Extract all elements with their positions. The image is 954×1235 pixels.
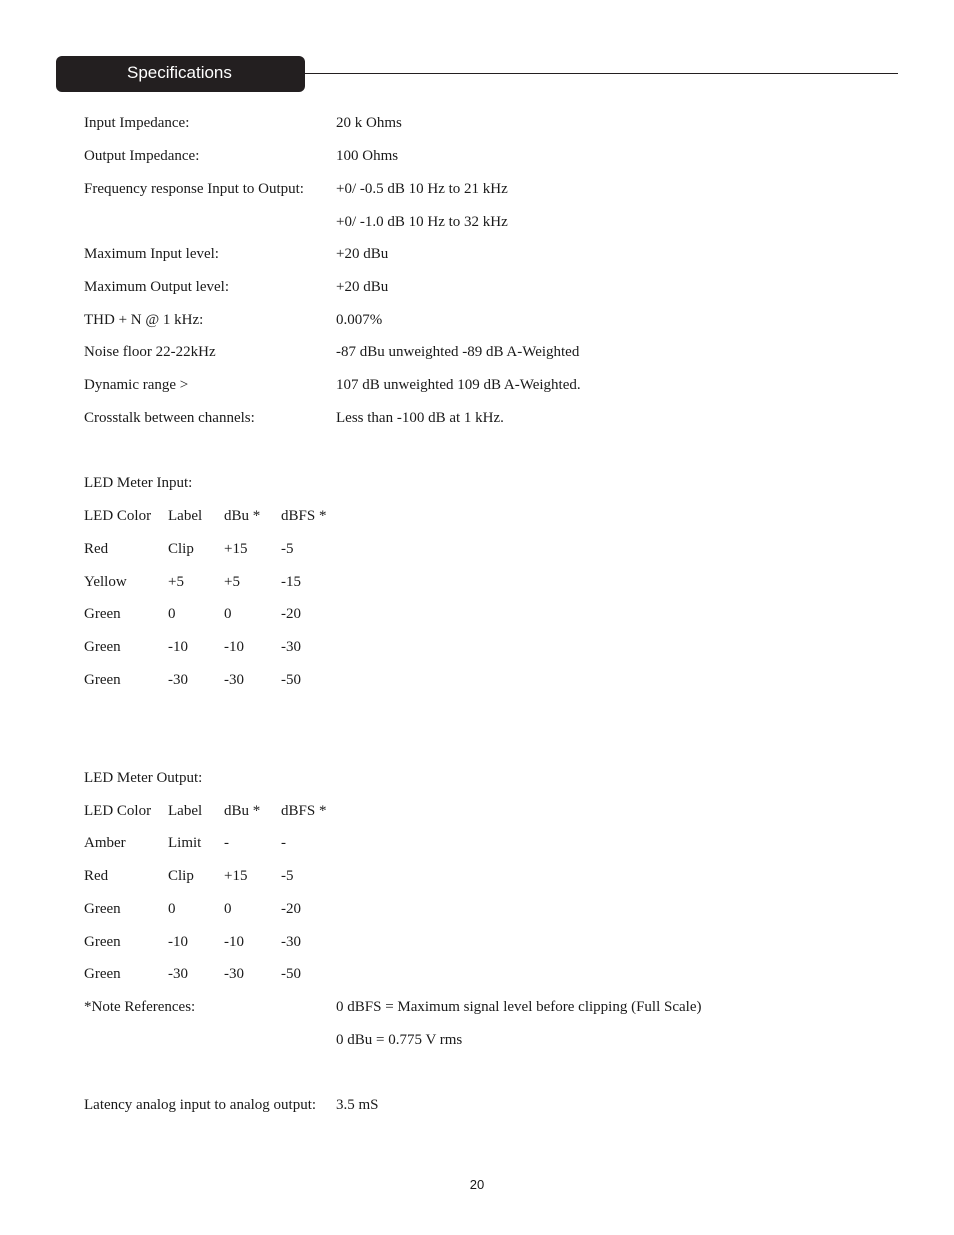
table-cell: +15 — [224, 541, 248, 557]
section-title: Specifications — [127, 63, 232, 82]
column-header: dBu * — [224, 508, 261, 524]
table-cell: - — [281, 835, 286, 851]
spec-label: Noise floor 22-22kHz — [84, 344, 216, 360]
column-header: dBu * — [224, 803, 261, 819]
table-cell: Red — [84, 868, 109, 884]
table-cell: -30 — [224, 966, 244, 982]
column-header: Label — [168, 508, 203, 524]
table-cell: -10 — [168, 639, 188, 655]
section-header-tab — [56, 56, 305, 92]
table-cell: -5 — [281, 541, 294, 557]
table-cell: Green — [84, 639, 121, 655]
spec-value: +0/ -1.0 dB 10 Hz to 32 kHz — [336, 214, 508, 230]
table-cell: -10 — [224, 934, 244, 950]
spec-label: THD + N @ 1 kHz: — [84, 312, 204, 328]
table-cell: Clip — [168, 541, 194, 557]
table-cell: Amber — [84, 835, 126, 851]
table-cell: Red — [84, 541, 109, 557]
table-cell: Green — [84, 672, 121, 688]
table-cell: +15 — [224, 868, 248, 884]
table-cell: -50 — [281, 966, 301, 982]
spec-value: 107 dB unweighted 109 dB A-Weighted. — [336, 377, 581, 393]
table-cell: 0 — [224, 606, 232, 622]
table-cell: Green — [84, 934, 121, 950]
table-cell: +5 — [224, 574, 240, 590]
spec-value: 100 Ohms — [336, 148, 399, 164]
table-cell: 0 — [224, 901, 232, 917]
table-cell: -50 — [281, 672, 301, 688]
latency-label: Latency analog input to analog output: — [84, 1097, 317, 1113]
table-cell: -5 — [281, 868, 294, 884]
spec-value: 20 k Ohms — [336, 115, 402, 131]
column-header: LED Color — [84, 803, 152, 819]
column-header: LED Color — [84, 508, 152, 524]
table-cell: Green — [84, 966, 121, 982]
spec-value: -87 dBu unweighted -89 dB A-Weighted — [336, 344, 580, 360]
table-cell: Green — [84, 606, 121, 622]
spec-label: Dynamic range > — [84, 377, 189, 393]
note-line: 0 dBu = 0.775 V rms — [336, 1032, 463, 1048]
latency-value: 3.5 mS — [336, 1097, 379, 1113]
led-output-title-text: LED Meter Output: — [84, 770, 203, 786]
table-cell: -30 — [281, 934, 301, 950]
table-cell: -15 — [281, 574, 301, 590]
table-cell: -30 — [281, 639, 301, 655]
table-cell: -10 — [168, 934, 188, 950]
table-cell: Limit — [168, 835, 202, 851]
column-header: dBFS * — [281, 508, 327, 524]
table-cell: -20 — [281, 606, 301, 622]
spec-label: Crosstalk between channels: — [84, 410, 255, 426]
table-cell: -30 — [224, 672, 244, 688]
spec-label: Output Impedance: — [84, 148, 200, 164]
table-cell: Green — [84, 901, 121, 917]
table-cell: Clip — [168, 868, 194, 884]
table-cell: -30 — [168, 672, 188, 688]
column-header: dBFS * — [281, 803, 327, 819]
table-cell: +5 — [168, 574, 184, 590]
note-label: *Note References: — [84, 999, 196, 1015]
spec-label: Maximum Input level: — [84, 246, 219, 262]
column-header: Label — [168, 803, 203, 819]
table-cell: Yellow — [84, 574, 127, 590]
note-line: 0 dBFS = Maximum signal level before clipping (Full Scale) — [336, 999, 702, 1015]
spec-value: +0/ -0.5 dB 10 Hz to 21 kHz — [336, 181, 508, 197]
spec-value: Less than -100 dB at 1 kHz. — [336, 410, 504, 426]
header-rule — [305, 73, 898, 74]
spec-value: 0.007% — [336, 312, 383, 328]
table-cell: -20 — [281, 901, 301, 917]
spec-value: +20 dBu — [336, 246, 389, 262]
spec-value: +20 dBu — [336, 279, 389, 295]
table-cell: -30 — [168, 966, 188, 982]
spec-label: Input Impedance: — [84, 115, 190, 131]
spec-label: Frequency response Input to Output: — [84, 181, 304, 197]
table-cell: - — [224, 835, 229, 851]
table-cell: 0 — [168, 901, 176, 917]
page-number: 20 — [469, 1177, 485, 1192]
table-cell: 0 — [168, 606, 176, 622]
table-cell: -10 — [224, 639, 244, 655]
led-input-title-text: LED Meter Input: — [84, 475, 193, 491]
spec-label: Maximum Output level: — [84, 279, 229, 295]
